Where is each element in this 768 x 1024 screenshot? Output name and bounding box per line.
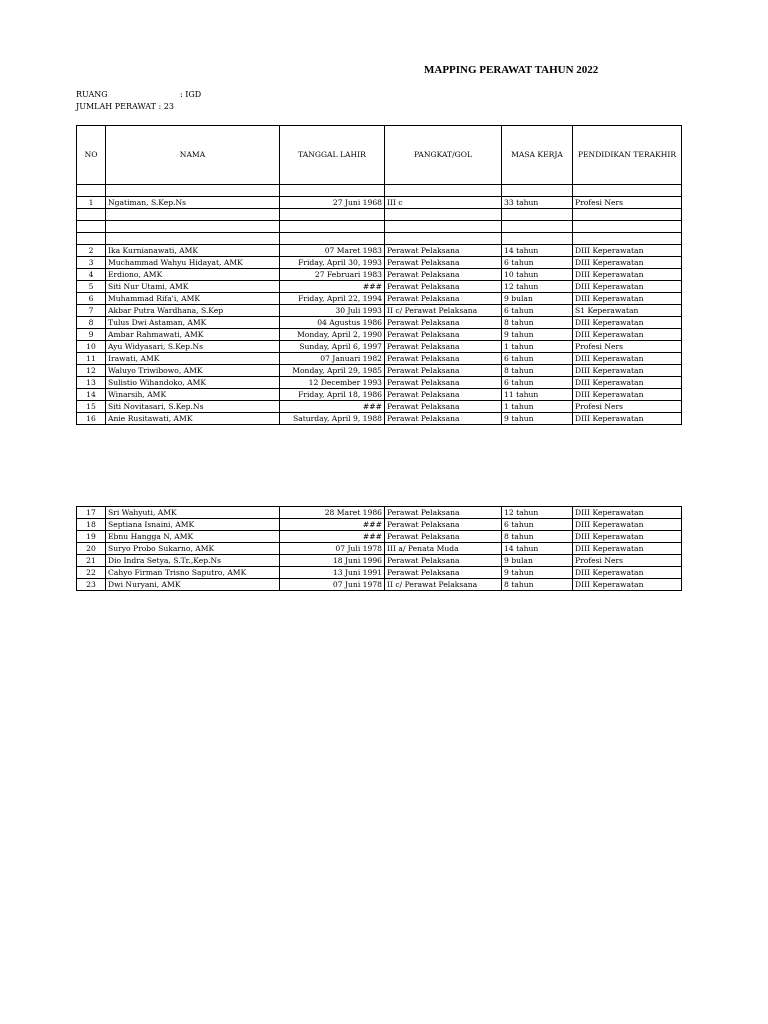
cell-pendidikan: DIII Keperawatan <box>573 293 682 305</box>
cell-pendidikan: DIII Keperawatan <box>573 257 682 269</box>
cell-pangkat: Perawat Pelaksana <box>385 329 502 341</box>
empty-cell <box>77 233 106 245</box>
cell-masa: 9 bulan <box>502 555 573 567</box>
table-row <box>77 543 682 555</box>
ruang-label: RUANG <box>76 90 108 99</box>
cell-tanggal: Monday, April 29, 1985 <box>280 365 385 377</box>
cell-no: 6 <box>77 293 106 305</box>
cell-nama: Siti Nur Utami, AMK <box>106 281 280 293</box>
header-nama: NAMA <box>106 126 280 185</box>
cell-nama: Winarsih, AMK <box>106 389 280 401</box>
cell-no: 9 <box>77 329 106 341</box>
table-row <box>77 389 682 401</box>
empty-row <box>77 185 682 197</box>
empty-cell <box>280 185 385 197</box>
cell-pendidikan: DIII Keperawatan <box>573 519 682 531</box>
header-pangkat: PANGKAT/GOL <box>385 126 502 185</box>
cell-pangkat: Perawat Pelaksana <box>385 377 502 389</box>
table-row <box>77 555 682 567</box>
cell-nama: Akbar Putra Wardhana, S.Kep <box>106 305 280 317</box>
cell-pangkat: Perawat Pelaksana <box>385 567 502 579</box>
cell-tanggal: ### <box>280 281 385 293</box>
cell-tanggal: Friday, April 22, 1994 <box>280 293 385 305</box>
cell-masa: 8 tahun <box>502 579 573 591</box>
cell-pendidikan: DIII Keperawatan <box>573 567 682 579</box>
cell-pangkat: Perawat Pelaksana <box>385 353 502 365</box>
cell-pendidikan: DIII Keperawatan <box>573 579 682 591</box>
empty-cell <box>385 233 502 245</box>
table-row <box>77 401 682 413</box>
cell-no: 13 <box>77 377 106 389</box>
cell-tanggal: 13 Juni 1991 <box>280 567 385 579</box>
cell-masa: 6 tahun <box>502 377 573 389</box>
cell-pangkat: II c/ Perawat Pelaksana <box>385 579 502 591</box>
cell-no: 15 <box>77 401 106 413</box>
table-row <box>77 197 682 209</box>
cell-no: 4 <box>77 269 106 281</box>
cell-pangkat: Perawat Pelaksana <box>385 317 502 329</box>
cell-masa: 6 tahun <box>502 257 573 269</box>
table-row <box>77 519 682 531</box>
cell-no: 16 <box>77 413 106 425</box>
cell-pendidikan: DIII Keperawatan <box>573 269 682 281</box>
cell-nama: Anie Rusitawati, AMK <box>106 413 280 425</box>
cell-tanggal: 07 Juni 1978 <box>280 579 385 591</box>
empty-cell <box>385 185 502 197</box>
cell-nama: Septiana Isnaini, AMK <box>106 519 280 531</box>
empty-row <box>77 221 682 233</box>
cell-pendidikan: DIII Keperawatan <box>573 317 682 329</box>
cell-tanggal: 27 Juni 1968 <box>280 197 385 209</box>
empty-cell <box>573 233 682 245</box>
cell-masa: 11 tahun <box>502 389 573 401</box>
cell-tanggal: Saturday, April 9, 1988 <box>280 413 385 425</box>
cell-pangkat: Perawat Pelaksana <box>385 413 502 425</box>
cell-pangkat: Perawat Pelaksana <box>385 389 502 401</box>
table-row <box>77 341 682 353</box>
cell-tanggal: Friday, April 18, 1986 <box>280 389 385 401</box>
cell-nama: Muhammad Rifa'i, AMK <box>106 293 280 305</box>
cell-masa: 6 tahun <box>502 519 573 531</box>
cell-pangkat: Perawat Pelaksana <box>385 507 502 519</box>
cell-pangkat: Perawat Pelaksana <box>385 245 502 257</box>
cell-nama: Erdiono, AMK <box>106 269 280 281</box>
cell-nama: Muchammad Wahyu Hidayat, AMK <box>106 257 280 269</box>
cell-masa: 10 tahun <box>502 269 573 281</box>
header-tanggal: TANGGAL LAHIR <box>280 126 385 185</box>
cell-nama: Waluyo Triwibowo, AMK <box>106 365 280 377</box>
cell-tanggal: Friday, April 30, 1993 <box>280 257 385 269</box>
cell-pendidikan: DIII Keperawatan <box>573 507 682 519</box>
cell-pangkat: Perawat Pelaksana <box>385 401 502 413</box>
cell-pendidikan: DIII Keperawatan <box>573 245 682 257</box>
cell-tanggal: ### <box>280 401 385 413</box>
table-row <box>77 293 682 305</box>
empty-cell <box>502 185 573 197</box>
cell-no: 22 <box>77 567 106 579</box>
empty-cell <box>280 221 385 233</box>
cell-masa: 9 bulan <box>502 293 573 305</box>
cell-pendidikan: DIII Keperawatan <box>573 329 682 341</box>
cell-pangkat: III a/ Penata Muda <box>385 543 502 555</box>
empty-cell <box>280 209 385 221</box>
cell-pangkat: Perawat Pelaksana <box>385 269 502 281</box>
ruang-value: : IGD <box>180 90 202 99</box>
empty-cell <box>502 233 573 245</box>
header-masa: MASA KERJA <box>502 126 573 185</box>
cell-nama: Ebnu Hangga N, AMK <box>106 531 280 543</box>
empty-cell <box>77 221 106 233</box>
cell-pangkat: Perawat Pelaksana <box>385 531 502 543</box>
cell-tanggal: Sunday, April 6, 1997 <box>280 341 385 353</box>
cell-no: 20 <box>77 543 106 555</box>
ruang-line <box>76 90 201 99</box>
cell-nama: Sulistio Wihandoko, AMK <box>106 377 280 389</box>
empty-cell <box>106 209 280 221</box>
cell-pangkat: Perawat Pelaksana <box>385 341 502 353</box>
cell-nama: Suryo Probo Sukarno, AMK <box>106 543 280 555</box>
table-row <box>77 531 682 543</box>
header-no: NO <box>77 126 106 185</box>
empty-cell <box>573 221 682 233</box>
empty-cell <box>502 209 573 221</box>
cell-pendidikan: DIII Keperawatan <box>573 365 682 377</box>
cell-no: 10 <box>77 341 106 353</box>
cell-pangkat: Perawat Pelaksana <box>385 519 502 531</box>
cell-masa: 9 tahun <box>502 567 573 579</box>
table-row <box>77 257 682 269</box>
cell-no: 18 <box>77 519 106 531</box>
cell-pangkat: Perawat Pelaksana <box>385 281 502 293</box>
cell-nama: Sri Wahyuti, AMK <box>106 507 280 519</box>
table-row <box>77 413 682 425</box>
cell-no: 7 <box>77 305 106 317</box>
jumlah-label: JUMLAH PERAWAT : <box>76 102 162 111</box>
cell-pangkat: Perawat Pelaksana <box>385 257 502 269</box>
table-row <box>77 353 682 365</box>
cell-no: 8 <box>77 317 106 329</box>
cell-pendidikan: DIII Keperawatan <box>573 389 682 401</box>
empty-cell <box>106 233 280 245</box>
cell-nama: Ngatiman, S.Kep.Ns <box>106 197 280 209</box>
cell-no: 3 <box>77 257 106 269</box>
cell-tanggal: 12 December 1993 <box>280 377 385 389</box>
cell-no: 23 <box>77 579 106 591</box>
table-row <box>77 305 682 317</box>
empty-row <box>77 233 682 245</box>
cell-masa: 8 tahun <box>502 365 573 377</box>
table-body-continued <box>77 507 682 591</box>
cell-tanggal: 18 Juni 1996 <box>280 555 385 567</box>
cell-pendidikan: Profesi Ners <box>573 401 682 413</box>
table-row <box>77 269 682 281</box>
cell-masa: 1 tahun <box>502 341 573 353</box>
cell-masa: 6 tahun <box>502 353 573 365</box>
cell-pendidikan: DIII Keperawatan <box>573 413 682 425</box>
table-row <box>77 281 682 293</box>
empty-cell <box>77 185 106 197</box>
cell-no: 14 <box>77 389 106 401</box>
cell-nama: Dwi Nuryani, AMK <box>106 579 280 591</box>
cell-tanggal: 04 Agustus 1986 <box>280 317 385 329</box>
cell-pangkat: Perawat Pelaksana <box>385 365 502 377</box>
cell-masa: 6 tahun <box>502 305 573 317</box>
empty-cell <box>385 221 502 233</box>
cell-nama: Irawati, AMK <box>106 353 280 365</box>
cell-pendidikan: DIII Keperawatan <box>573 353 682 365</box>
empty-cell <box>573 209 682 221</box>
cell-no: 11 <box>77 353 106 365</box>
jumlah-line <box>76 102 174 111</box>
table-row <box>77 329 682 341</box>
cell-pendidikan: DIII Keperawatan <box>573 543 682 555</box>
cell-nama: Tulus Dwi Astaman, AMK <box>106 317 280 329</box>
cell-nama: Ambar Rahmawati, AMK <box>106 329 280 341</box>
table-row <box>77 567 682 579</box>
cell-nama: Ika Kurnianawati, AMK <box>106 245 280 257</box>
empty-row <box>77 209 682 221</box>
cell-masa: 14 tahun <box>502 245 573 257</box>
empty-cell <box>106 221 280 233</box>
cell-tanggal: 07 Januari 1982 <box>280 353 385 365</box>
cell-pendidikan: Profesi Ners <box>573 555 682 567</box>
cell-tanggal: Monday, April 2, 1990 <box>280 329 385 341</box>
cell-pangkat: II c/ Perawat Pelaksana <box>385 305 502 317</box>
cell-no: 12 <box>77 365 106 377</box>
header-row <box>77 126 682 185</box>
nurse-table-continued <box>76 506 682 591</box>
cell-tanggal: 07 Maret 1983 <box>280 245 385 257</box>
page-title: MAPPING PERAWAT TAHUN 2022 <box>424 64 599 76</box>
cell-tanggal: ### <box>280 531 385 543</box>
cell-no: 5 <box>77 281 106 293</box>
empty-cell <box>385 209 502 221</box>
empty-cell <box>280 233 385 245</box>
cell-masa: 9 tahun <box>502 329 573 341</box>
jumlah-value: 23 <box>163 102 174 111</box>
table-row <box>77 365 682 377</box>
cell-no: 1 <box>77 197 106 209</box>
cell-pendidikan: DIII Keperawatan <box>573 281 682 293</box>
cell-pendidikan: Profesi Ners <box>573 197 682 209</box>
cell-masa: 1 tahun <box>502 401 573 413</box>
cell-pendidikan: S1 Keperawatan <box>573 305 682 317</box>
cell-nama: Dio Indra Setya, S.Tr.,Kep.Ns <box>106 555 280 567</box>
table-row <box>77 507 682 519</box>
cell-tanggal: ### <box>280 519 385 531</box>
cell-no: 21 <box>77 555 106 567</box>
cell-masa: 8 tahun <box>502 531 573 543</box>
cell-pendidikan: Profesi Ners <box>573 341 682 353</box>
cell-tanggal: 07 Juli 1978 <box>280 543 385 555</box>
table-row <box>77 317 682 329</box>
header-pendidikan: PENDIDIKAN TERAKHIR <box>573 126 682 185</box>
cell-masa: 12 tahun <box>502 281 573 293</box>
empty-cell <box>77 209 106 221</box>
cell-pendidikan: DIII Keperawatan <box>573 377 682 389</box>
table-row <box>77 377 682 389</box>
empty-cell <box>573 185 682 197</box>
empty-cell <box>502 221 573 233</box>
cell-tanggal: 28 Maret 1986 <box>280 507 385 519</box>
cell-nama: Siti Novitasari, S.Kep.Ns <box>106 401 280 413</box>
cell-masa: 12 tahun <box>502 507 573 519</box>
empty-cell <box>106 185 280 197</box>
cell-masa: 8 tahun <box>502 317 573 329</box>
nurse-table <box>76 125 682 425</box>
cell-no: 17 <box>77 507 106 519</box>
cell-masa: 9 tahun <box>502 413 573 425</box>
table-row <box>77 245 682 257</box>
cell-no: 19 <box>77 531 106 543</box>
cell-masa: 33 tahun <box>502 197 573 209</box>
cell-tanggal: 30 Juli 1993 <box>280 305 385 317</box>
table-body <box>77 185 682 425</box>
cell-no: 2 <box>77 245 106 257</box>
cell-pangkat: Perawat Pelaksana <box>385 293 502 305</box>
cell-nama: Cahyo Firman Trisno Saputro, AMK <box>106 567 280 579</box>
cell-pangkat: III c <box>385 197 502 209</box>
cell-nama: Ayu Widyasari, S.Kep.Ns <box>106 341 280 353</box>
table-row <box>77 579 682 591</box>
cell-masa: 14 tahun <box>502 543 573 555</box>
cell-pangkat: Perawat Pelaksana <box>385 555 502 567</box>
cell-tanggal: 27 Februari 1983 <box>280 269 385 281</box>
cell-pendidikan: DIII Keperawatan <box>573 531 682 543</box>
